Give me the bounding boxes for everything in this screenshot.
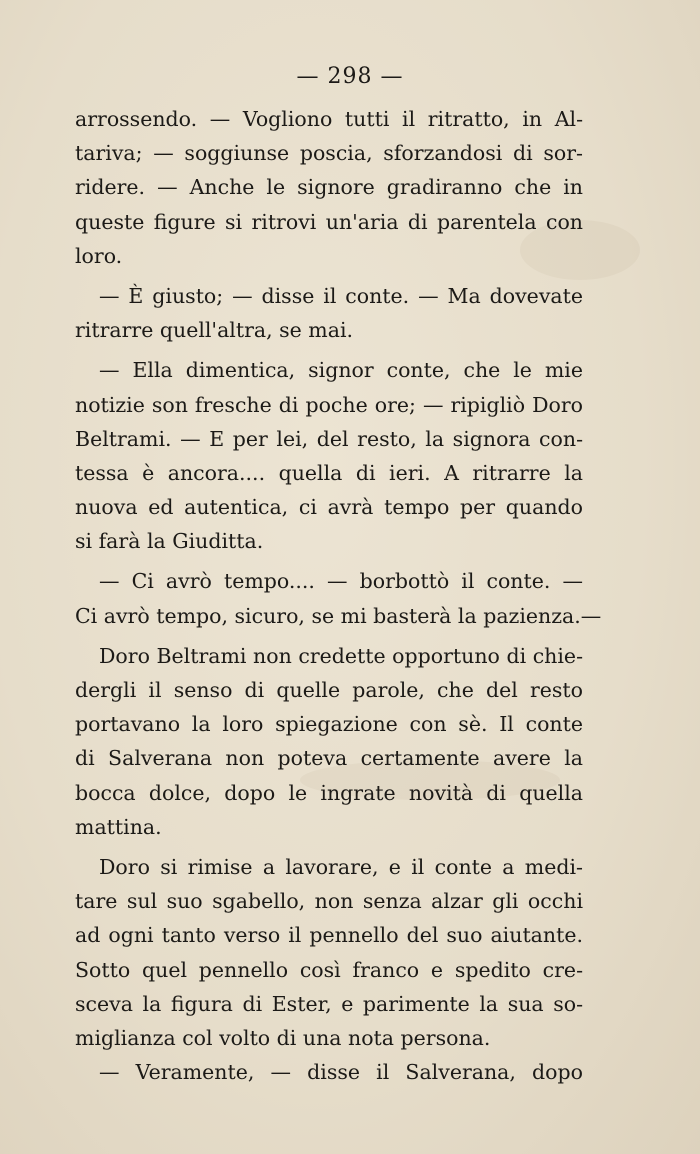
text-line: miglianza col volto di una nota persona. [75,1025,491,1050]
text-line: — Ci avrò tempo.... — borbottò il conte. — [99,569,583,594]
text-line: Doro Beltrami non credette opportuno di chie- [99,643,583,668]
body-text [75,102,602,1089]
text-line: ad ogni tanto verso il pennello del suo aiutante. [75,923,583,948]
text-line: ritrarre quell'altra, se mai. [75,318,354,343]
text-line: Doro si rimise a lavorare, e il conte a medi- [99,854,583,879]
text-line: di Salverana non poteva certamente avere la [75,746,583,771]
text-line: tariva; — soggiunse poscia, sforzandosi di sor- [75,141,583,166]
text-line: — Veramente, — disse il Salverana, dopo [99,1060,583,1085]
text-line: sceva la figura di Ester, e parimente la sua so- [75,991,583,1016]
text-line: — È giusto; — disse il conte. — Ma dovevate [99,283,583,308]
text-line: nuova ed autentica, ci avrà tempo per quando [75,495,583,520]
text-line: mattina. [75,814,162,839]
text-line: dergli il senso di quelle parole, che del resto [75,678,583,702]
text-line: ridere. — Anche le signore gradiranno che in [75,175,583,200]
text-line: Beltrami. — E per lei, del resto, la signora con- [75,426,583,451]
text-line: tessa è ancora.... quella di ieri. A ritrarre la [75,460,583,485]
text-line: Ci avrò tempo, sicuro, se mi basterà la pazienza.— [75,603,602,628]
text-line: si farà la Giuditta. [75,529,264,554]
text-line: loro. [75,243,123,268]
text-line: — Ella dimentica, signor conte, che le mie [99,358,583,383]
text-line: Sotto quel pennello così franco e spedito cre- [75,957,583,982]
text-line: tare sul suo sgabello, non senza alzar gli occhi [75,889,583,914]
page-number: — 298 — [296,64,404,89]
text-line: bocca dolce, dopo le ingrate novità di quella [75,780,583,805]
text-line: arrossendo. — Vogliono tutti il ritratto, in Al- [75,107,583,131]
text-line: queste figure si ritrovi un'aria di parentela con [75,209,583,234]
text-line: portavano la loro spiegazione con sè. Il conte [75,712,583,737]
text-line: notizie son fresche di poche ore; — ripigliò Doro [75,392,583,417]
